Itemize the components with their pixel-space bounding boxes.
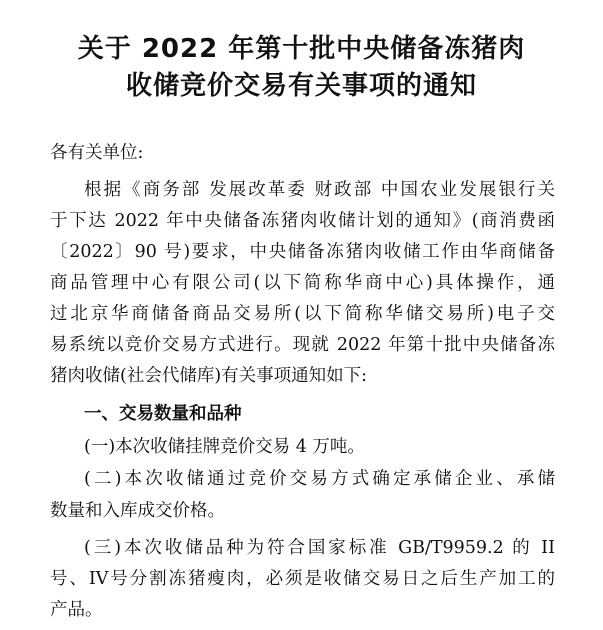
- paragraph-line: (三)本次收储品种为符合国家标准 GB/T9959.2 的 II: [84, 538, 555, 558]
- paragraph-line: 过北京华商储备商品交易所(以下简称华储交易所)电子交: [50, 304, 555, 324]
- section-heading: 一、交易数量和品种: [84, 404, 242, 424]
- paragraph-line: (二)本次收储通过竞价交易方式确定承储企业、承储: [84, 469, 555, 489]
- paragraph-line: 易系统以竞价交易方式进行。现就 2022 年第十批中央储备冻: [50, 335, 555, 355]
- paragraph-line: 产品。: [50, 600, 103, 620]
- paragraph-line: 〔2022〕90 号)要求，中央储备冻猪肉收储工作由华商储备: [50, 242, 555, 262]
- paragraph-line: 于下达 2022 年中央储备冻猪肉收储计划的通知》(商消费函: [50, 211, 555, 231]
- paragraph-line: (一)本次收储挂牌竞价交易 4 万吨。: [84, 437, 365, 457]
- paragraph-line: 数量和入库成交价格。: [50, 501, 225, 521]
- paragraph-line: 号、IV号分割冻猪瘦肉，必须是收储交易日之后生产加工的: [50, 569, 555, 589]
- paragraph-line: 根据《商务部 发展改革委 财政部 中国农业发展银行关: [84, 180, 555, 200]
- paragraph-line: 猪肉收储(社会代储库)有关事项通知如下:: [50, 366, 368, 386]
- salutation: 各有关单位:: [50, 143, 144, 163]
- paragraph-line: 商品管理中心有限公司(以下简称华商中心)具体操作，通: [50, 273, 555, 293]
- document-title-line-1: 关于 2022 年第十批中央储备冻猪肉: [77, 34, 526, 64]
- document-title-line-2: 收储竞价交易有关事项的通知: [125, 71, 477, 101]
